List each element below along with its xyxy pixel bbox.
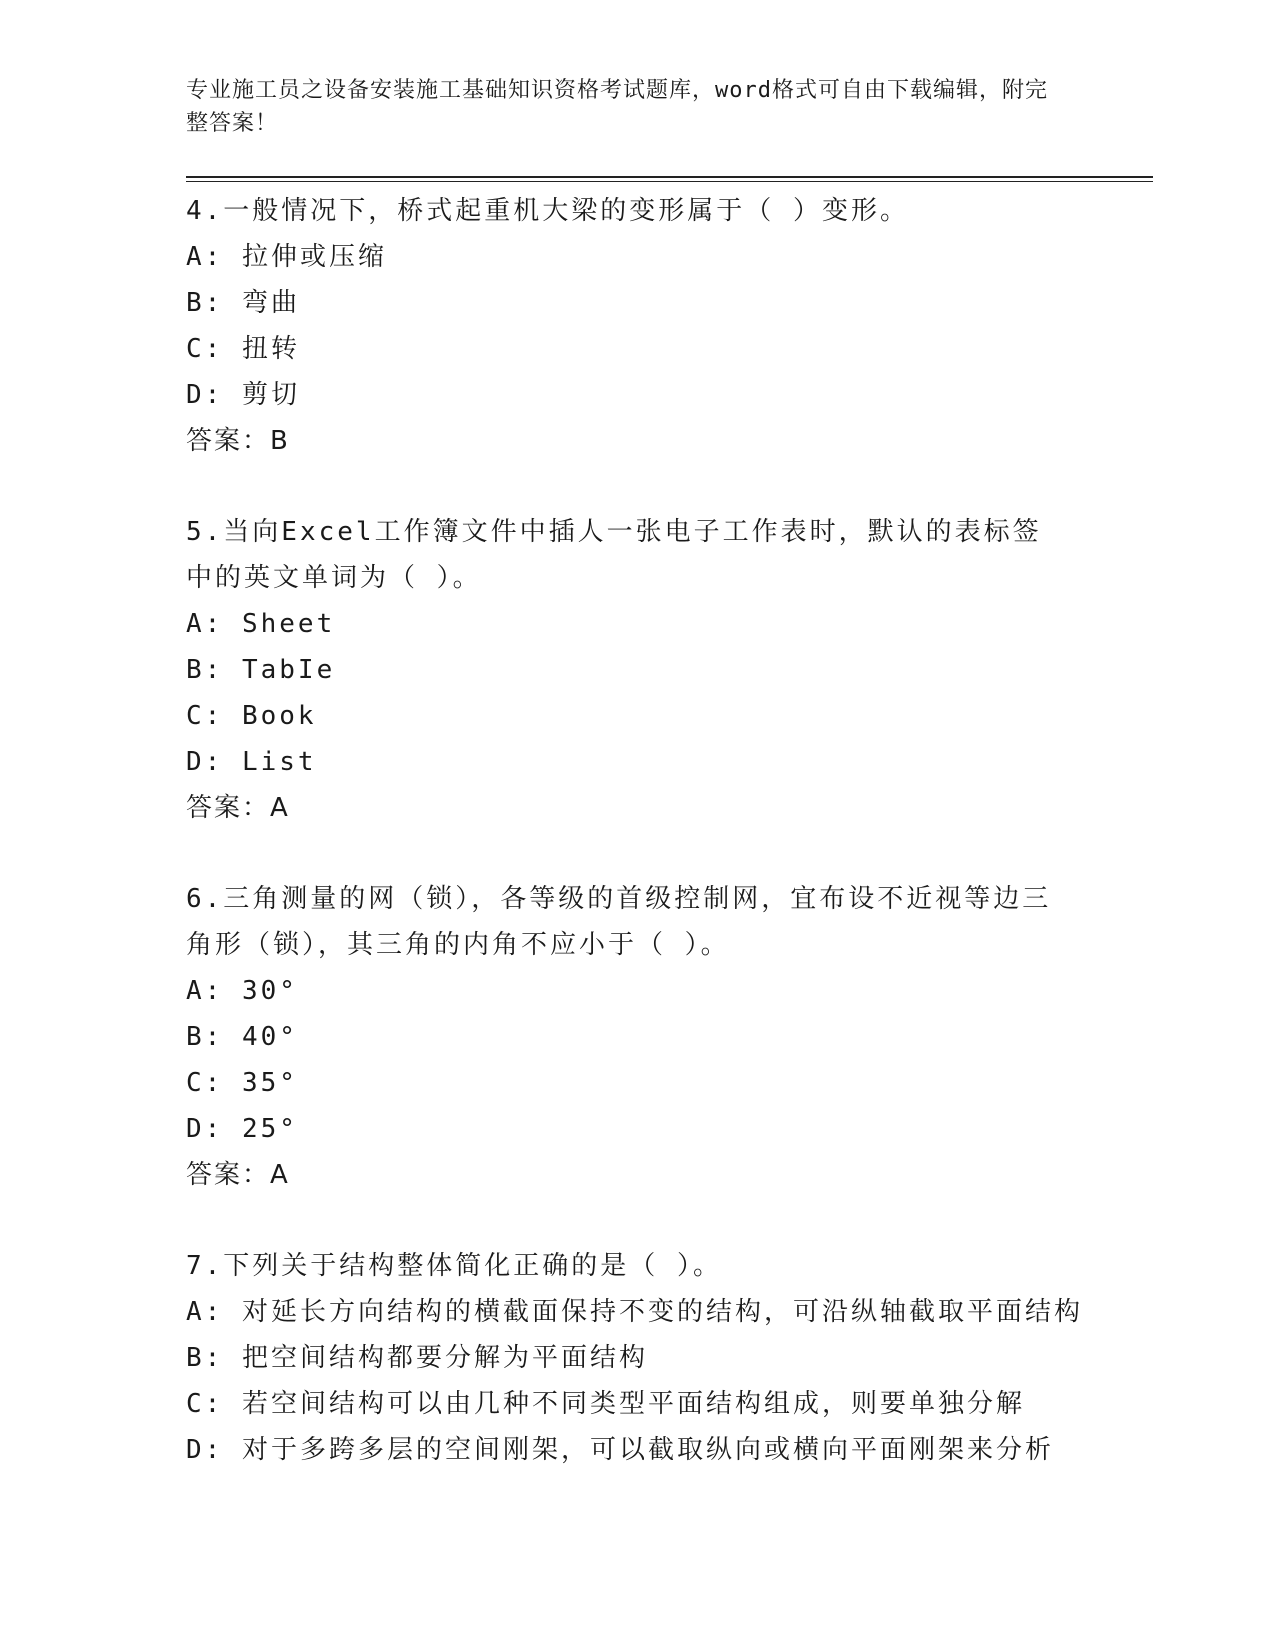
option-b: B: 弯曲 (186, 288, 300, 318)
option-a: A: 30° (186, 976, 298, 1006)
question-stem: 7.下列关于结构整体简化正确的是（ ）。 (186, 1251, 722, 1281)
option-a: A: 对延长方向结构的横截面保持不变的结构，可沿纵轴截取平面结构 (186, 1297, 1083, 1327)
question-list (186, 188, 1116, 1518)
option-d: D: List (186, 747, 317, 777)
answer-text: 答案：B (186, 426, 290, 456)
document-header: 专业施工员之设备安装施工基础知识资格考试题库，word格式可自由下载编辑，附完整答案！ (186, 78, 1048, 136)
question-6 (186, 876, 1116, 1198)
option-c: C: 扭转 (186, 334, 300, 364)
option-b: B: TabIe (186, 655, 336, 685)
question-4 (186, 188, 1116, 464)
question-5 (186, 509, 1116, 831)
option-c: C: 35° (186, 1068, 298, 1098)
question-stem: 5.当向Excel工作簿文件中插人一张电子工作表时，默认的表标签中的英文单词为（ ）。 (186, 517, 1042, 593)
question-7 (186, 1243, 1116, 1473)
option-b: B: 40° (186, 1022, 298, 1052)
option-a: A: Sheet (186, 609, 336, 639)
option-a: A: 拉伸或压缩 (186, 242, 387, 272)
option-d: D: 对于多跨多层的空间刚架，可以截取纵向或横向平面刚架来分析 (186, 1435, 1054, 1465)
option-c: C: 若空间结构可以由几种不同类型平面结构组成，则要单独分解 (186, 1389, 1025, 1419)
option-d: D: 剪切 (186, 380, 300, 410)
question-stem: 4.一般情况下，桥式起重机大梁的变形属于（ ）变形。 (186, 196, 909, 226)
answer-text: 答案：A (186, 1160, 290, 1190)
option-d: D: 25° (186, 1114, 298, 1144)
option-c: C: Book (186, 701, 317, 731)
question-stem: 6.三角测量的网（锁），各等级的首级控制网，宜布设不近视等边三角形（锁），其三角的内角不应小于（ ）。 (186, 884, 1052, 960)
option-b: B: 把空间结构都要分解为平面结构 (186, 1343, 648, 1373)
header-divider (186, 176, 1153, 182)
answer-text: 答案：A (186, 793, 290, 823)
